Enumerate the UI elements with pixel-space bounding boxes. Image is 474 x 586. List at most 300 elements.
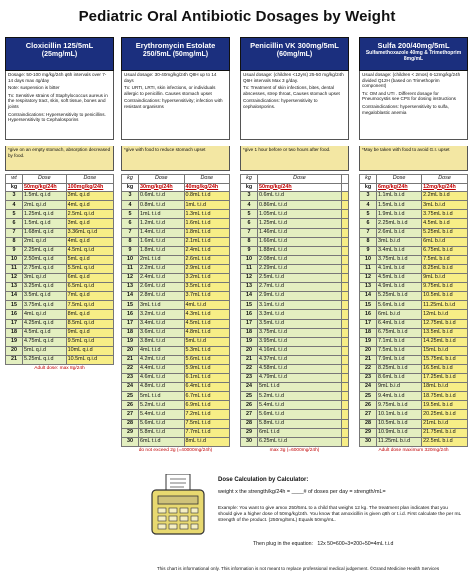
table-cell: 19: [122, 337, 139, 346]
table-cell: 4mL q.i.d: [23, 310, 67, 319]
treatment: Tx: OM and UTI . Different dosage for Pneumocystis see CPS for dosing instructions: [362, 90, 456, 102]
table-cell: 3: [360, 192, 377, 201]
table-header-row: [122, 175, 230, 184]
table-cell: 9: [360, 246, 377, 255]
table-cell: 30: [122, 437, 139, 446]
table-cell: 6: [360, 219, 377, 228]
table-row: [122, 319, 230, 328]
table-cell: 1.3mL t.i.d: [184, 210, 230, 219]
table-cell: 2.25mL b.i.d: [377, 219, 422, 228]
table-subheader: 30mg/kg/24h: [139, 183, 185, 192]
table-cell: 18: [122, 328, 139, 337]
table-row: [6, 310, 114, 319]
table-cell: 13: [241, 283, 258, 292]
table-cell: 23: [122, 374, 139, 383]
table-cell: 6.5mL q.i.d: [66, 283, 113, 292]
table-row: [122, 392, 230, 401]
drug-info: [359, 71, 468, 140]
table-row: [360, 310, 468, 319]
table-cell: 4.58mL t.i.d: [258, 364, 342, 373]
table-cell: [341, 301, 348, 310]
table-row: [122, 274, 230, 283]
table-row: [122, 401, 230, 410]
table-cell: 16.5mL b.i.d: [422, 364, 468, 373]
table-row: [241, 328, 349, 337]
table-cell: 5.4mL t.i.d: [258, 401, 342, 410]
table-cell: 5.25mL b.i.d: [377, 292, 422, 301]
table-row: [241, 337, 349, 346]
table-cell: 4: [360, 201, 377, 210]
table-cell: 11.25mL b.i.d: [377, 437, 422, 446]
table-row: [360, 246, 468, 255]
table-cell: 13: [122, 283, 139, 292]
table-cell: 12: [360, 274, 377, 283]
table-cell: 5.6mL t.i.d: [258, 410, 342, 419]
calc-title: Dose Calculation by Calculator:: [218, 477, 309, 483]
page-title: Pediatric Oral Antibiotic Dosages by Weight: [78, 8, 396, 25]
table-row: [241, 274, 349, 283]
table-cell: 6.4mL b.i.d: [377, 319, 422, 328]
table-row: [241, 201, 349, 210]
table-cell: 10: [360, 255, 377, 264]
table-row: [241, 237, 349, 246]
table-cell: 20: [122, 346, 139, 355]
table-cell: 4: [6, 201, 23, 210]
table-row: [122, 292, 230, 301]
table-cell: 21: [241, 355, 258, 364]
table-cell: 9: [122, 246, 139, 255]
table-cell: 25: [122, 392, 139, 401]
table-cell: [341, 228, 348, 237]
table-cell: 5.3mL t.i.d: [184, 346, 230, 355]
table-cell: 3mL t.i.d: [139, 301, 185, 310]
table-cell: 0.8mL t.i.d: [184, 192, 230, 201]
table-subheader: 12mg/kg/24h: [422, 183, 468, 192]
table-row: [241, 292, 349, 301]
table-cell: 15mL b.i.d: [422, 346, 468, 355]
table-cell: 4.37mL t.i.d: [258, 355, 342, 364]
table-cell: 2.25mL q.i.d: [23, 246, 67, 255]
table-cell: 5.6mL b.i.d: [377, 301, 422, 310]
table-cell: 7: [241, 228, 258, 237]
table-cell: 9: [6, 246, 23, 255]
table-cell: 5.2mL t.i.d: [139, 401, 185, 410]
table-subheader-row: [241, 183, 349, 192]
drug-name: Erythromycin Estolate: [135, 41, 216, 50]
drug-header: [359, 37, 468, 71]
drug-concentration: (25mg/mL): [41, 51, 78, 58]
table-cell: 10: [6, 255, 23, 264]
table-subheader: 100mg/kg/24h: [66, 183, 113, 192]
table-cell: 1mL t.i.d: [139, 210, 185, 219]
table-cell: 6: [122, 219, 139, 228]
drug-concentration: 250/5mL (50mg/mL): [142, 51, 209, 58]
table-cell: [341, 355, 348, 364]
table-cell: 26: [241, 401, 258, 410]
table-row: [122, 346, 230, 355]
table-cell: 18.75mL b.i.d: [422, 392, 468, 401]
contraindications: Contraindications: hypersensitivity; infection with resistant organisms: [124, 98, 223, 109]
dose-calculation-panel: [148, 470, 468, 562]
table-cell: 18: [6, 328, 23, 337]
table-cell: 1.1mL b.i.d: [377, 192, 422, 201]
table-header-row: [6, 175, 114, 184]
table-cell: 6.4mL t.i.d: [184, 383, 230, 392]
table-cell: 4.5mL b.i.d: [422, 219, 468, 228]
table-row: [6, 201, 114, 210]
table-cell: 15: [6, 301, 23, 310]
drug-column: [121, 37, 230, 455]
table-row: [122, 364, 230, 373]
table-row: [6, 301, 114, 310]
table-cell: 6mL b.i.d: [377, 310, 422, 319]
table-cell: 12: [122, 274, 139, 283]
table-cell: 0.86mL t.i.d: [258, 201, 342, 210]
table-row: [241, 319, 349, 328]
table-cell: 5: [122, 210, 139, 219]
drug-info: [121, 71, 230, 140]
table-cell: 16: [241, 310, 258, 319]
drug-header: [5, 37, 114, 71]
table-cell: 6: [241, 219, 258, 228]
table-row: [360, 283, 468, 292]
table-cell: 26: [360, 401, 377, 410]
table-row: [122, 328, 230, 337]
dosage-note: Note: suspension is bitter: [8, 85, 60, 91]
table-row: [360, 210, 468, 219]
table-cell: [341, 219, 348, 228]
table-cell: 4.9mL b.i.d: [377, 283, 422, 292]
table-cell: 5.8mL t.i.d: [139, 428, 185, 437]
table-cell: 29: [360, 428, 377, 437]
drug-concentration: (60mg/mL): [276, 51, 313, 58]
table-cell: 2.6mL t.i.d: [184, 255, 230, 264]
usual-dosage: Usual dosage: 30-40mg/kg/24h Q8H up to 14 days: [124, 72, 217, 83]
table-row: [241, 364, 349, 373]
adult-dose-footer: do not exceed 2g (=40000mg/24h): [138, 447, 213, 453]
table-row: [241, 264, 349, 273]
table-cell: 5.6mL t.i.d: [139, 419, 185, 428]
table-cell: 7.5mL b.i.d: [377, 346, 422, 355]
table-cell: 1.4mL t.i.d: [139, 228, 185, 237]
table-row: [241, 428, 349, 437]
table-subheader-row: [122, 183, 230, 192]
table-cell: 4.2mL t.i.d: [139, 355, 185, 364]
table-row: [360, 292, 468, 301]
table-cell: 25: [241, 392, 258, 401]
treatment: Tx: Treatment of skin infections, bites, dental abscesses, strep throat, Causes stomach upset: [243, 85, 340, 96]
table-cell: 2.4mL t.i.d: [139, 274, 185, 283]
table-cell: 20: [241, 346, 258, 355]
table-cell: 8.6mL b.i.d: [377, 374, 422, 383]
table-cell: 4.8mL t.i.d: [139, 383, 185, 392]
administration-warning: *give with food to reduce stomach upset: [121, 146, 230, 171]
table-cell: [341, 437, 348, 446]
table-cell: 21mL b.i.d: [422, 419, 468, 428]
table-cell: 15: [122, 301, 139, 310]
table-cell: 14.25mL b.i.d: [422, 337, 468, 346]
table-row: [122, 337, 230, 346]
table-cell: 20: [360, 346, 377, 355]
table-cell: 23: [360, 374, 377, 383]
table-cell: 4.6mL t.i.d: [139, 374, 185, 383]
table-row: [6, 319, 114, 328]
table-cell: 5mL t.i.d: [139, 392, 185, 401]
table-row: [360, 410, 468, 419]
table-cell: 9mL q.i.d: [66, 328, 113, 337]
table-cell: 2.2mL t.i.d: [139, 264, 185, 273]
table-cell: 6mL t.i.d: [139, 437, 185, 446]
drug-column: [359, 37, 468, 455]
table-cell: 3.2mL t.i.d: [184, 274, 230, 283]
table-cell: 3.75mL t.i.d: [258, 328, 342, 337]
table-cell: 4mL q.i.d: [66, 237, 113, 246]
table-cell: [341, 255, 348, 264]
table-row: [122, 419, 230, 428]
table-cell: 24: [241, 383, 258, 392]
table-cell: 3.7mL t.i.d: [184, 292, 230, 301]
table-cell: 2.50mL q.i.d: [23, 255, 67, 264]
table-header-row: [360, 175, 468, 184]
table-cell: 0.8mL t.i.d: [139, 201, 185, 210]
table-cell: 3.1mL t.i.d: [258, 301, 342, 310]
table-row: [122, 228, 230, 237]
table-cell: [341, 264, 348, 273]
table-cell: 5mL t.i.d: [184, 337, 230, 346]
table-cell: 10.5mL q.i.d: [66, 355, 113, 364]
table-cell: 9: [241, 246, 258, 255]
table-cell: 9mL b.i.d: [377, 383, 422, 392]
table-cell: 28: [241, 419, 258, 428]
table-cell: 11: [122, 264, 139, 273]
table-cell: 11: [241, 264, 258, 273]
table-row: [360, 437, 468, 446]
table-row: [241, 355, 349, 364]
table-cell: 7.2mL t.i.d: [184, 410, 230, 419]
table-cell: 8: [360, 237, 377, 246]
table-row: [241, 401, 349, 410]
calc-equation: weight x the strength/kg/24h = ____# of doses per day = strength/mL=: [218, 489, 386, 495]
dose-table: [240, 174, 349, 447]
table-cell: 14: [360, 292, 377, 301]
table-cell: 23: [241, 374, 258, 383]
contraindications: Contraindications: Hypersensitivity to penicillins. Hypersensitivity to Cephalosporins: [8, 111, 106, 123]
drug-name: Sulfa 200/40mg/5mL: [377, 41, 450, 50]
table-row: [360, 401, 468, 410]
table-cell: [341, 337, 348, 346]
table-cell: 3.5mL t.i.d: [184, 283, 230, 292]
table-cell: 14: [122, 292, 139, 301]
table-row: [360, 337, 468, 346]
table-row: [122, 219, 230, 228]
table-cell: 24: [360, 383, 377, 392]
table-row: [6, 237, 114, 246]
table-row: [241, 374, 349, 383]
table-cell: 1.68mL q.i.d: [23, 228, 67, 237]
table-row: [241, 346, 349, 355]
table-row: [122, 355, 230, 364]
table-cell: 1.5mL b.i.d: [377, 201, 422, 210]
table-cell: 3.3mL t.i.d: [258, 310, 342, 319]
table-row: [241, 392, 349, 401]
table-cell: 2.29mL t.i.d: [258, 264, 342, 273]
table-cell: 27: [241, 410, 258, 419]
table-row: [122, 410, 230, 419]
table-row: [6, 246, 114, 255]
table-cell: [341, 374, 348, 383]
table-cell: 14: [241, 292, 258, 301]
table-cell: 3.8mL t.i.d: [139, 337, 185, 346]
calc-plug-value: 12x 50=600÷3=200÷50=4mL t.i.d: [317, 541, 394, 547]
table-row: [122, 192, 230, 201]
table-cell: 18mL b.i.d: [422, 383, 468, 392]
table-row: [360, 228, 468, 237]
table-cell: 7.9mL b.i.d: [377, 355, 422, 364]
table-cell: [341, 237, 348, 246]
table-cell: 19: [360, 337, 377, 346]
table-cell: [341, 364, 348, 373]
administration-warning: *May be taken with food to avoid G.I. upset: [359, 146, 468, 171]
table-header: wt: [6, 175, 23, 184]
table-row: [122, 374, 230, 383]
table-cell: 1.88mL t.i.d: [258, 246, 342, 255]
table-cell: 1.6mL t.i.d: [139, 237, 185, 246]
table-cell: 22.5mL b.i.d: [422, 437, 468, 446]
table-row: [122, 210, 230, 219]
table-cell: 2mL t.i.d: [139, 255, 185, 264]
table-cell: 2.2mL b.i.d: [422, 192, 468, 201]
administration-warning: *give on an empty stomach, absorption decreased by food.: [5, 146, 114, 171]
table-cell: 1mL t.i.d: [184, 201, 230, 210]
table-cell: 10.1mL b.i.d: [377, 410, 422, 419]
table-cell: 13.5mL b.i.d: [422, 328, 468, 337]
table-cell: 6.75mL b.i.d: [422, 246, 468, 255]
table-row: [122, 383, 230, 392]
table-cell: 5mL q.i.d: [66, 255, 113, 264]
table-row: [6, 292, 114, 301]
table-cell: 19: [6, 337, 23, 346]
table-row: [122, 201, 230, 210]
table-row: [122, 428, 230, 437]
table-row: [360, 355, 468, 364]
table-row: [6, 346, 114, 355]
table-cell: 11.25mL b.i.d: [422, 301, 468, 310]
table-cell: 20.25mL b.i.d: [422, 410, 468, 419]
table-cell: 16: [122, 310, 139, 319]
table-cell: 13: [360, 283, 377, 292]
table-cell: 15: [241, 301, 258, 310]
table-cell: 18: [360, 328, 377, 337]
table-cell: 8.25mL b.i.d: [422, 264, 468, 273]
table-cell: 3: [6, 192, 23, 201]
table-cell: 12.75mL b.i.d: [422, 319, 468, 328]
table-cell: 1.05mL t.i.d: [258, 210, 342, 219]
table-cell: [341, 210, 348, 219]
table-cell: 17: [122, 319, 139, 328]
table-cell: 2.6mL t.i.d: [139, 283, 185, 292]
table-cell: 8: [241, 237, 258, 246]
table-cell: 21: [122, 355, 139, 364]
table-row: [241, 419, 349, 428]
table-row: [6, 210, 114, 219]
table-header: Dose: [139, 175, 185, 184]
table-row: [360, 428, 468, 437]
table-cell: 7mL q.i.d: [66, 292, 113, 301]
dose-table: [359, 174, 468, 447]
adult-dose-footer: max 3g (=6000mg/24h): [269, 447, 320, 453]
treatment: Tx: Sensitive strains of Staphylococcus aureus in the respiratory tract, skin, soft tissue, bones and joints: [8, 92, 108, 109]
contraindications: Contraindications: hypersensitivity to sulfa, megaloblastic anemia: [362, 103, 449, 115]
table-cell: 22: [360, 364, 377, 373]
table-row: [6, 228, 114, 237]
table-cell: 17: [241, 319, 258, 328]
table-cell: [341, 392, 348, 401]
table-row: [6, 355, 114, 364]
table-cell: 4.5mL q.i.d: [66, 246, 113, 255]
table-row: [6, 219, 114, 228]
table-row: [6, 283, 114, 292]
table-cell: 6mL q.i.d: [66, 274, 113, 283]
table-cell: 6.1mL t.i.d: [184, 374, 230, 383]
calculator-icon: [148, 474, 208, 538]
table-cell: 1.6mL t.i.d: [184, 219, 230, 228]
administration-warning: *give 1 hour before or two hours after food.: [240, 146, 349, 171]
table-row: [360, 346, 468, 355]
table-cell: 2.4mL t.i.d: [184, 246, 230, 255]
table-cell: 6.25mL t.i.d: [258, 437, 342, 446]
table-cell: 2.75mL q.i.d: [23, 264, 67, 273]
table-cell: 9mL b.i.d: [422, 274, 468, 283]
table-cell: 13: [6, 283, 23, 292]
table-row: [6, 192, 114, 201]
table-cell: 3mL q.i.d: [66, 219, 113, 228]
table-cell: 4.16mL t.i.d: [258, 346, 342, 355]
table-cell: 4.4mL t.i.d: [139, 364, 185, 373]
table-cell: 7.1mL b.i.d: [377, 337, 422, 346]
table-cell: 6: [6, 219, 23, 228]
table-cell: 8: [122, 237, 139, 246]
table-cell: 5: [241, 210, 258, 219]
table-cell: 9.4mL b.i.d: [377, 392, 422, 401]
table-cell: 6mL t.i.d: [258, 428, 342, 437]
table-header: Dose: [377, 175, 422, 184]
table-cell: 3.36mL q.i.d: [66, 228, 113, 237]
table-cell: [341, 328, 348, 337]
table-cell: 1.5mL q.i.d: [23, 219, 67, 228]
table-row: [122, 310, 230, 319]
table-cell: 3.95mL t.i.d: [258, 337, 342, 346]
table-row: [241, 383, 349, 392]
adult-dose-footer: Adult dose maximum 320mg/24h: [378, 447, 449, 453]
table-row: [360, 319, 468, 328]
table-cell: 9.75mL b.i.d: [377, 401, 422, 410]
dose-table: [5, 174, 114, 365]
table-header: Dose: [258, 175, 342, 184]
table-cell: 1.2mL t.i.d: [139, 219, 185, 228]
table-cell: [341, 419, 348, 428]
table-cell: 7.5mL b.i.d: [422, 255, 468, 264]
usual-dosage: Usual dosage: (children < 2mos) 6-12mg/kg/24h divided Q12H (based on Trimethoprim component): [362, 72, 461, 89]
table-cell: 4.79mL t.i.d: [258, 374, 342, 383]
table-subheader: 6mg/kg/24h: [377, 183, 422, 192]
table-cell: 4mL q.i.d: [66, 201, 113, 210]
table-cell: 5.2mL t.i.d: [258, 392, 342, 401]
table-row: [122, 246, 230, 255]
table-cell: 28: [122, 419, 139, 428]
table-cell: 12: [6, 274, 23, 283]
table-cell: 3: [122, 192, 139, 201]
table-cell: 7: [360, 228, 377, 237]
